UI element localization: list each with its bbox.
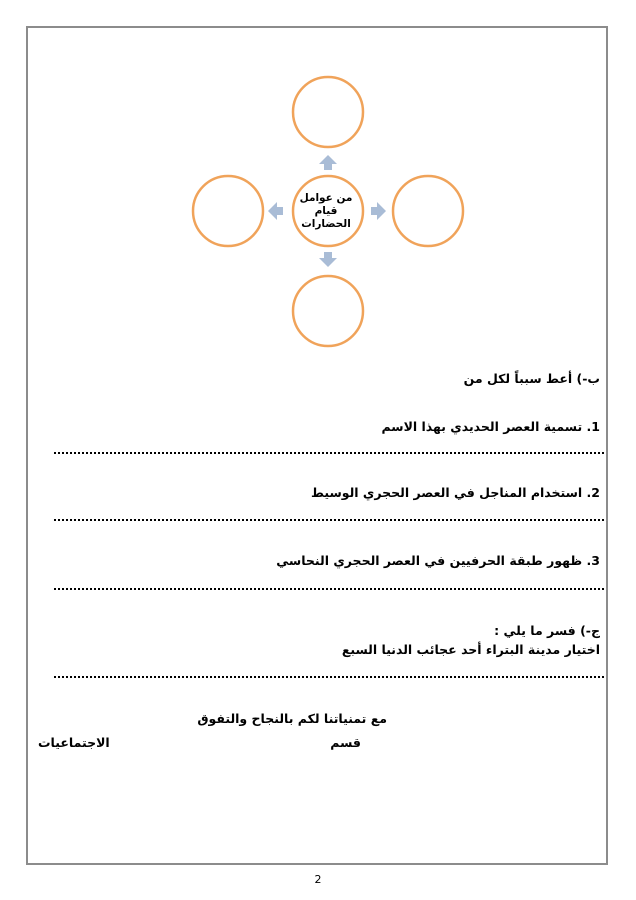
- top-circle: [293, 77, 363, 147]
- answer-line: [54, 519, 604, 521]
- question-item: 3. ظهور طبقة الحرفيين في العصر الحجري النحاسي: [276, 553, 600, 568]
- left-circle: [193, 176, 263, 246]
- center-label-line: قيام: [314, 205, 338, 217]
- question-item: 1. تسمية العصر الحديدي بهذا الاسم: [381, 419, 600, 434]
- answer-line: [54, 452, 604, 454]
- arrow-left-icon: [268, 202, 283, 220]
- bottom-circle: [293, 276, 363, 346]
- answer-line: [54, 588, 604, 590]
- department-word: قسم: [330, 735, 361, 750]
- section-c-heading: ج-) فسر ما يلي :: [494, 623, 600, 638]
- arrow-right-icon: [371, 202, 386, 220]
- arrow-down-icon: [319, 252, 337, 267]
- center-label: [288, 192, 364, 231]
- answer-line: [54, 676, 604, 678]
- arrow-up-icon: [319, 155, 337, 170]
- center-label-line: من عوامل: [299, 192, 353, 204]
- right-circle: [393, 176, 463, 246]
- closing-wishes: مع تمنياتنا لكم بالنجاح والتفوق: [197, 711, 387, 726]
- question-item: اختيار مدينة البتراء أحد عجائب الدنيا السبع: [341, 642, 600, 657]
- department-name: الاجتماعيات: [38, 735, 110, 750]
- factors-diagram: [0, 0, 636, 360]
- question-item: 2. استخدام المناجل في العصر الحجري الوسيط: [310, 485, 600, 500]
- page-number: 2: [314, 873, 322, 886]
- center-label-line: الحضارات: [301, 218, 351, 230]
- section-b-heading: ب-) أعط سبباً لكل من: [463, 371, 600, 386]
